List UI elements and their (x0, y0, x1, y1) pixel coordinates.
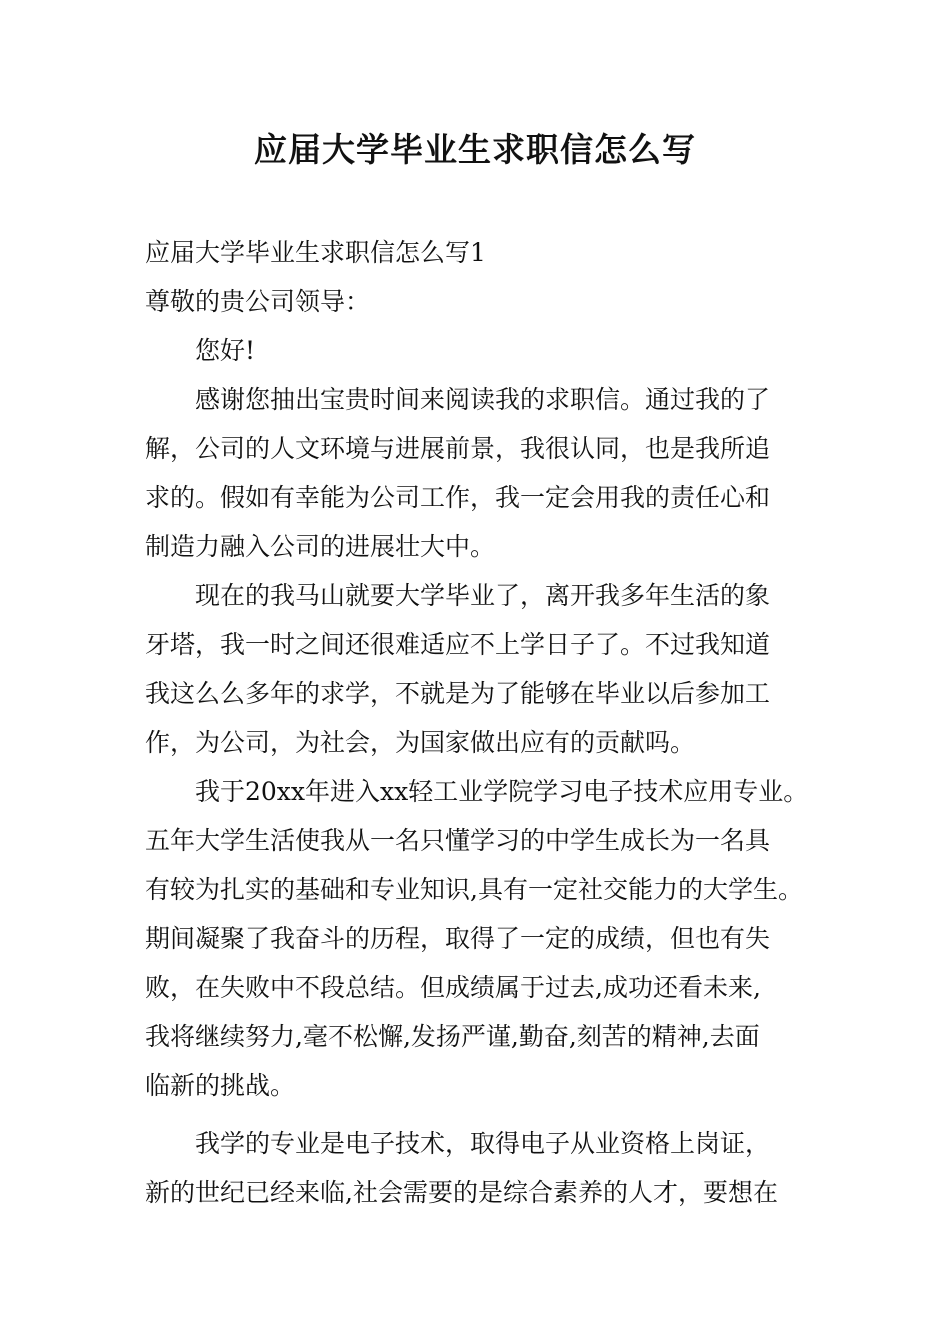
paragraph-line: 现在的我马山就要大学毕业了，离开我多年生活的象 (145, 581, 771, 610)
paragraph-line: 我这么么多年的求学，不就是为了能够在毕业以后参加工 (145, 679, 771, 708)
paragraph-line: 新的世纪已经来临,社会需要的是综合素养的人才，要想在 (145, 1178, 778, 1207)
paragraph-gap (145, 1110, 813, 1119)
paragraph-line: 期间凝聚了我奋斗的历程，取得了一定的成绩，但也有失 (145, 924, 771, 953)
paragraph-line: 五年大学生活使我从一名只懂学习的中学生成长为一名具 (145, 826, 771, 855)
document-body (145, 228, 813, 1217)
paragraph-line: 败，在失败中不段总结。但成绩属于过去,成功还看未来, (145, 973, 761, 1002)
salutation: 尊敬的贵公司领导： (145, 287, 371, 316)
document-title: 应届大学毕业生求职信怎么写 (254, 130, 696, 169)
paragraph-line: 作，为公司，为社会，为国家做出应有的贡献吗。 (145, 728, 696, 757)
paragraph-line: 临新的挑战。 (145, 1071, 296, 1100)
paragraph-line: 我将继续努力,毫不松懈,发扬严谨,勤奋,刻苦的精神,去面 (145, 1022, 760, 1051)
paragraph-line: 制造力融入公司的进展壮大中。 (145, 532, 496, 561)
paragraph-line: 我学的专业是电子技术，取得电子从业资格上岗证， (145, 1129, 771, 1158)
greeting: 您好! (145, 336, 256, 365)
paragraph-line: 我于20xx年进入xx轻工业学院学习电子技术应用专业。 (145, 777, 809, 806)
paragraph-line: 感谢您抽出宝贵时间来阅读我的求职信。通过我的了 (145, 385, 771, 414)
paragraph-line: 解，公司的人文环境与进展前景，我很认同，也是我所追 (145, 434, 771, 463)
paragraph-line: 有较为扎实的基础和专业知识,具有一定社交能力的大学生。 (145, 875, 803, 904)
paragraph-line: 求的。假如有幸能为公司工作，我一定会用我的责任心和 (145, 483, 771, 512)
section-heading: 应届大学毕业生求职信怎么写1 (145, 238, 486, 267)
paragraph-line: 牙塔，我一时之间还很难适应不上学日子了。不过我知道 (145, 630, 771, 659)
